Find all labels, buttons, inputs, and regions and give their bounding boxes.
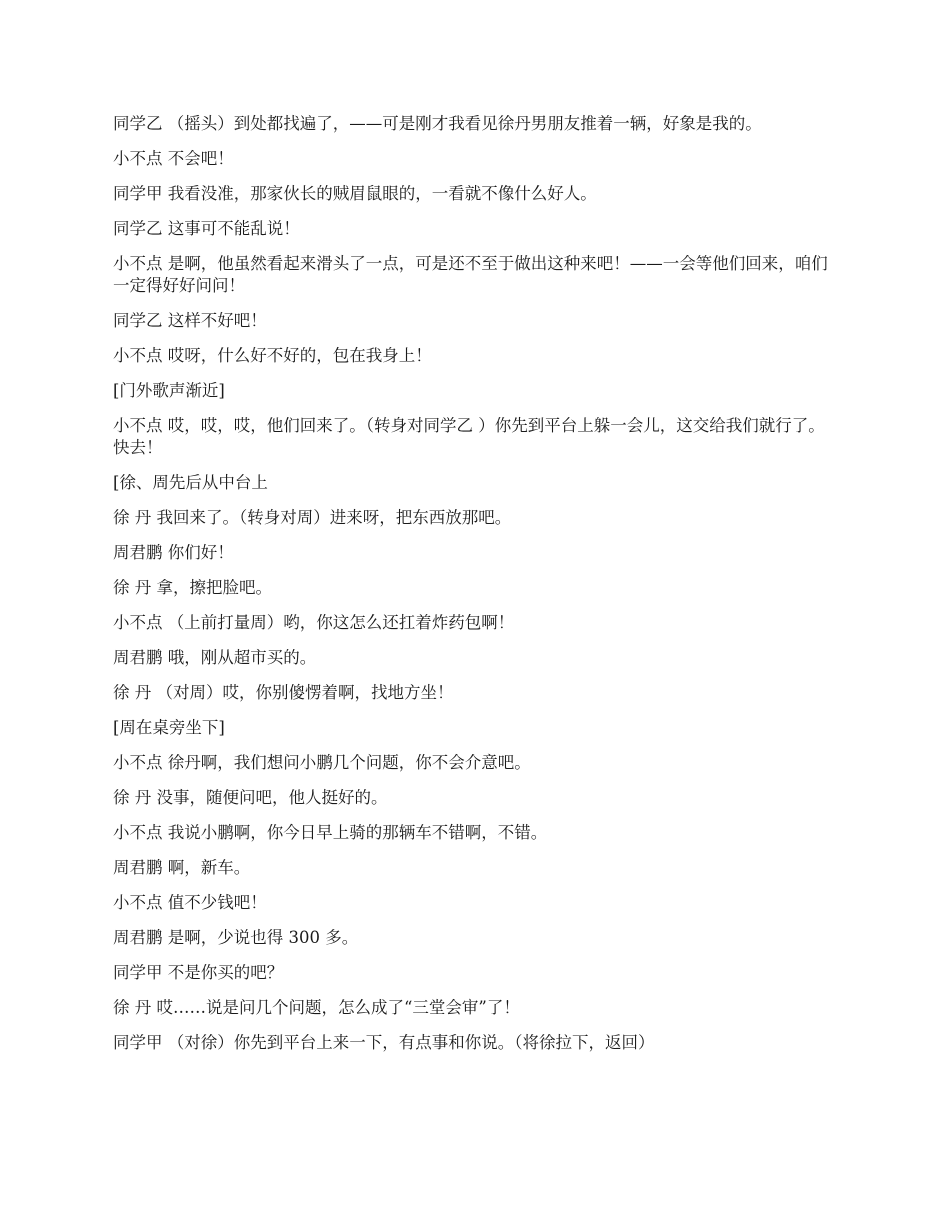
dialogue-line: 同学甲 我看没准，那家伙长的贼眉鼠眼的，一看就不像什么好人。 [113,184,597,203]
dialogue-line: 小不点 哎，哎，哎，他们回来了。（转身对同学乙 ）你先到平台上躲一会儿，这交给我们就行了。快去！ [113,416,825,457]
dialogue-line: 周君鹏 哦，刚从超市买的。 [113,648,317,667]
dialogue-line: 小不点 徐丹啊，我们想问小鹏几个问题，你不会介意吧。 [113,753,531,772]
dialogue-line: 徐 丹 拿，擦把脸吧。 [113,578,272,597]
dialogue-line: 小不点 哎呀，什么好不好的，包在我身上！ [113,346,432,365]
dialogue-line: 小不点 我说小鹏啊，你今日早上骑的那辆车不错啊，不错。 [113,823,548,842]
dialogue-line: 周君鹏 你们好！ [113,543,234,562]
dialogue-line: 小不点 不会吧！ [113,149,234,168]
dialogue-line: 小不点 值不少钱吧！ [113,893,267,912]
dialogue-line: 周君鹏 是啊，少说也得 300 多。 [113,928,359,947]
stage-direction: [门外歌声渐近] [113,381,225,400]
stage-direction: [周在桌旁坐下] [113,718,225,737]
dialogue-line: 徐 丹 我回来了。（转身对周）进来呀，把东西放那吧。 [113,508,512,527]
stage-direction: [徐、周先后从中台上 [113,473,268,492]
dialogue-line: 同学甲 （对徐）你先到平台上来一下，有点事和你说。（将徐拉下，返回） [113,1033,655,1052]
dialogue-line: 小不点 （上前打量周）哟，你这怎么还扛着炸药包啊！ [113,613,515,632]
dialogue-line: 徐 丹 哎……说是问几个问题，怎么成了“三堂会审”了！ [113,998,520,1017]
dialogue-line: 徐 丹 没事，随便问吧，他人挺好的。 [113,788,388,807]
dialogue-line: 小不点 是啊，他虽然看起来滑头了一点，可是还不至于做出这种来吧！——一会等他们回来，咱们一定得好好问问！ [113,254,828,295]
dialogue-line: 徐 丹 （对周）哎，你别傻愣着啊，找地方坐！ [113,683,454,702]
dialogue-line: 同学乙 这事可不能乱说！ [113,219,300,238]
dialogue-line: 周君鹏 啊，新车。 [113,858,251,877]
dialogue-line: 同学乙 这样不好吧！ [113,311,267,330]
dialogue-line: 同学乙 （摇头）到处都找遍了，——可是刚才我看见徐丹男朋友推着一辆，好象是我的。 [113,114,762,133]
dialogue-line: 同学甲 不是你买的吧？ [113,963,284,982]
script-text-body [113,113,833,1067]
